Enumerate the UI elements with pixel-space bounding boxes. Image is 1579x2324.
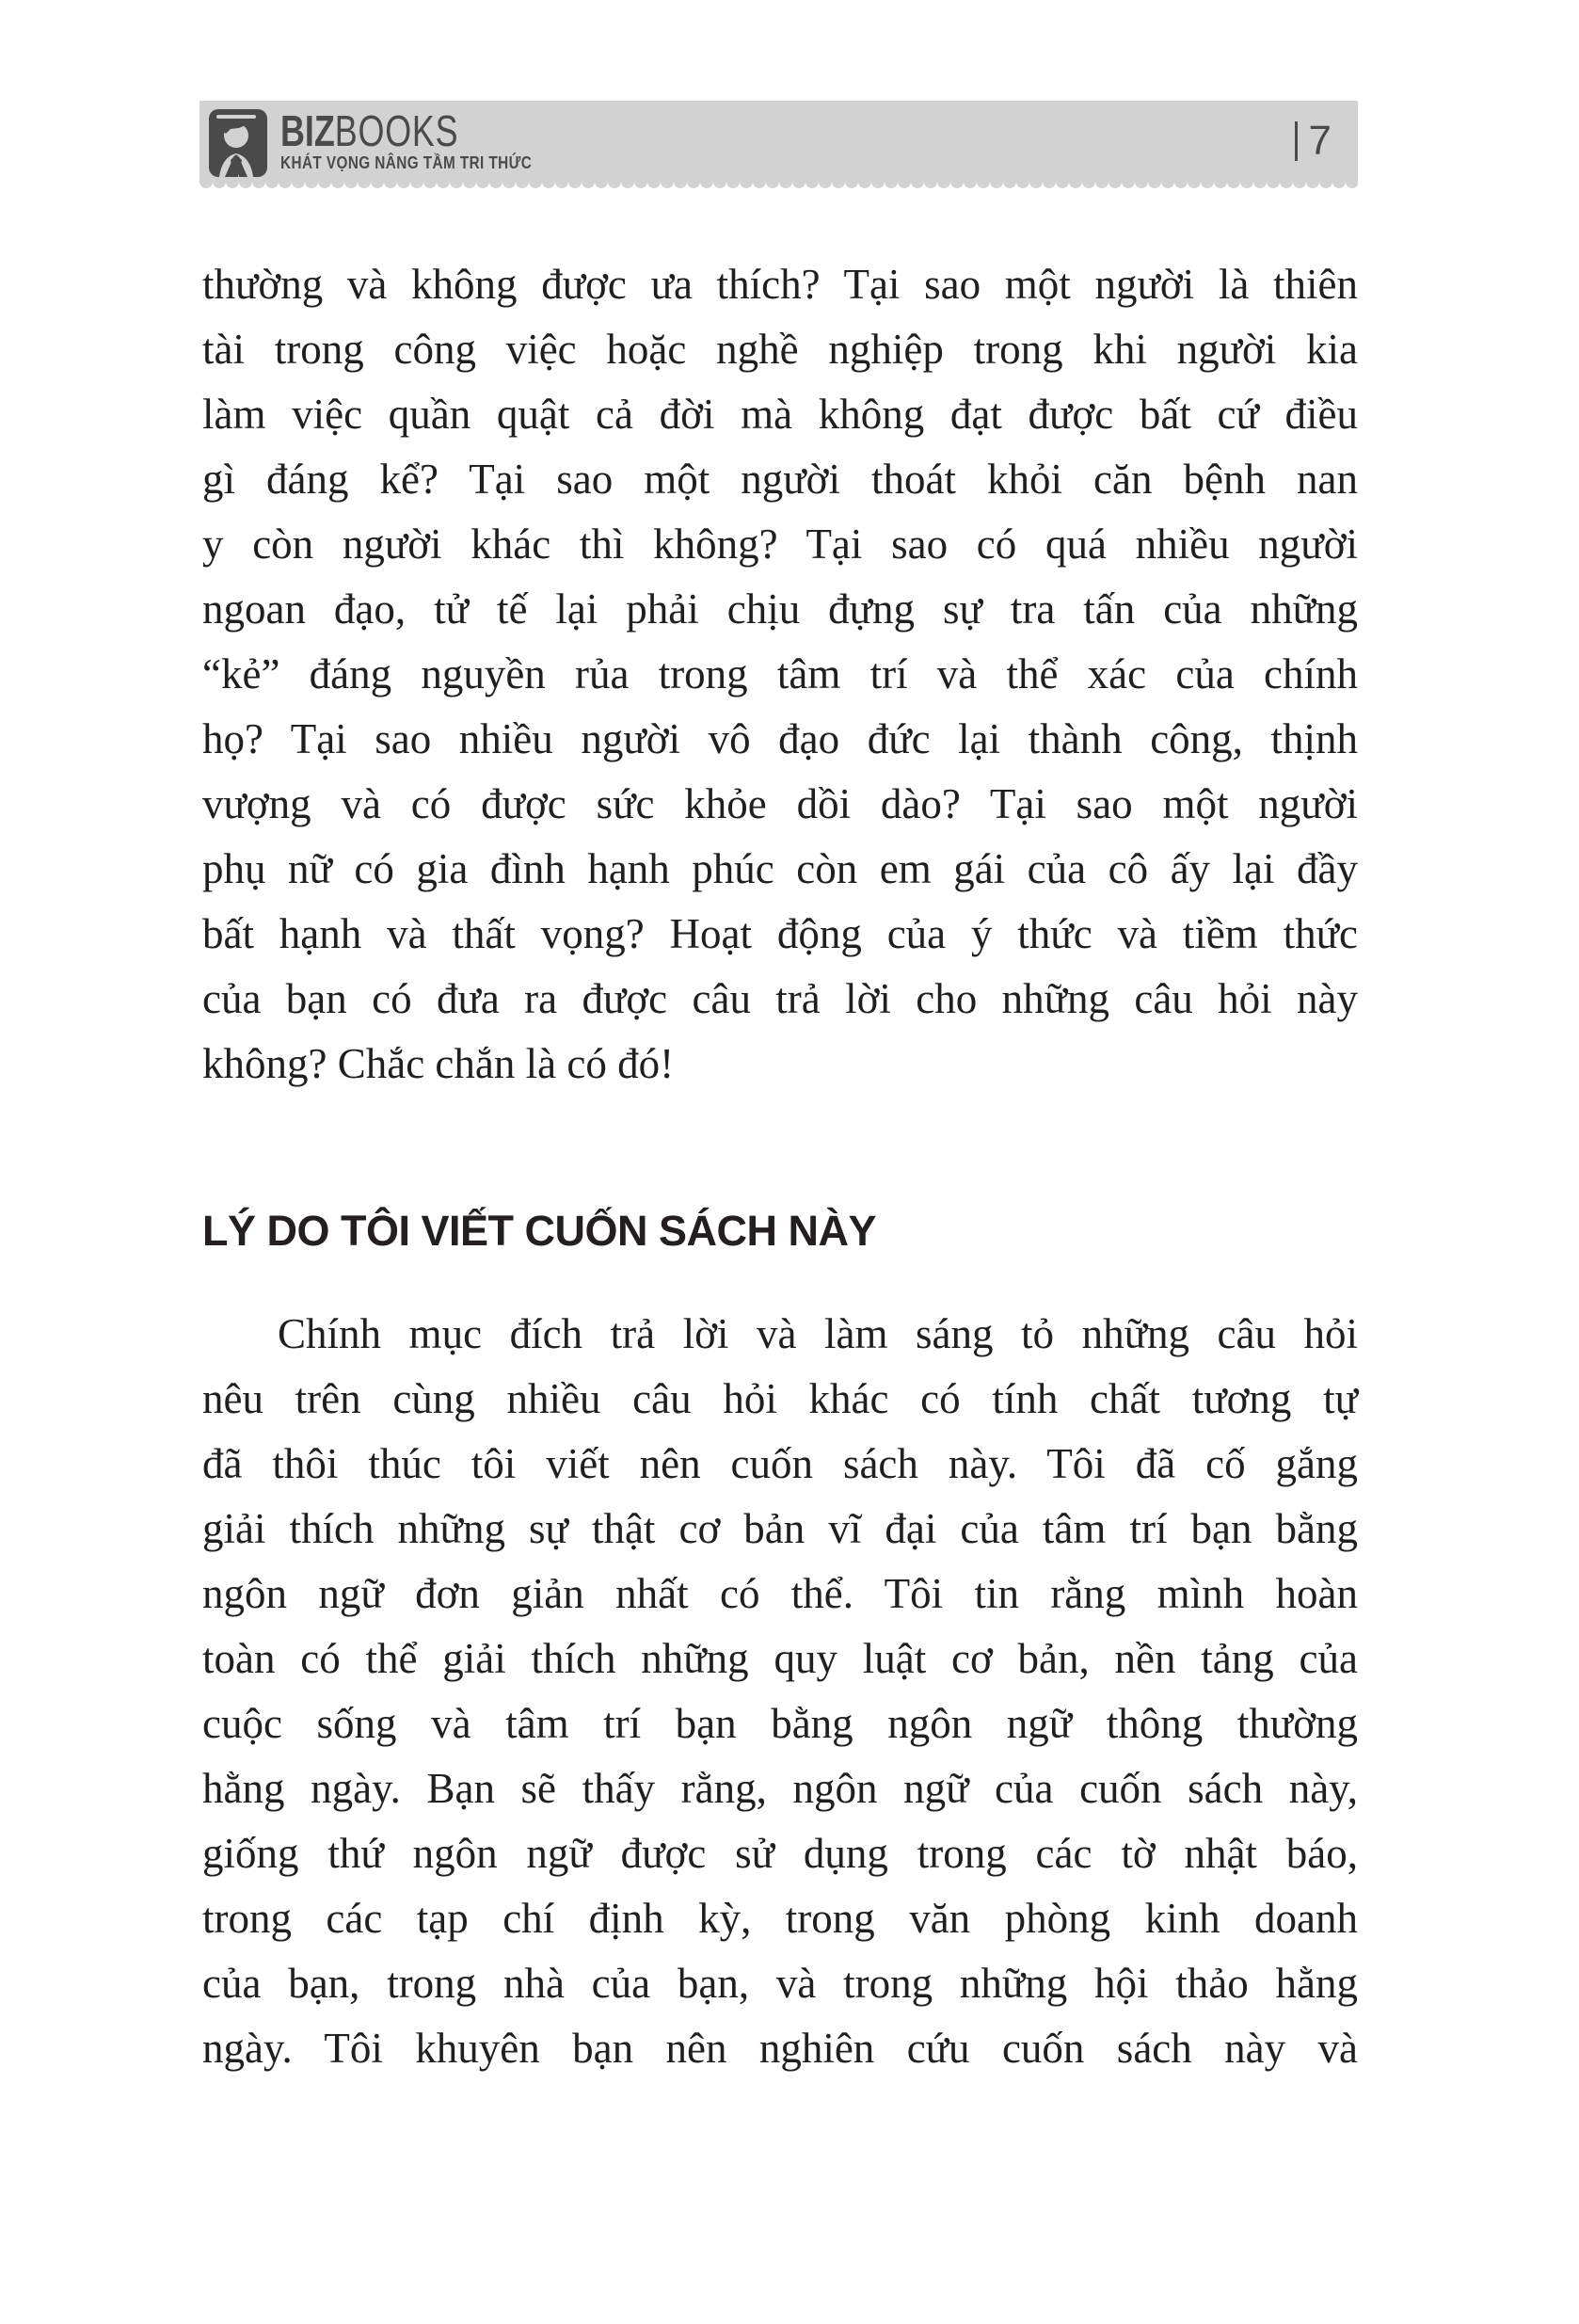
text-line: “kẻ” đáng nguyền rủa trong tâm trí và thể xác của chính: [202, 650, 1358, 697]
text-line: y còn người khác thì không? Tại sao có quá nhiều người: [202, 521, 1358, 568]
page-number: 7: [1308, 118, 1332, 164]
text-line: toàn có thể giải thích những quy luật cơ bản, nền tảng của: [202, 1635, 1358, 1682]
brand-primary-text: BIZ: [280, 105, 335, 155]
text-line: giải thích những sự thật cơ bản vĩ đại của tâm trí bạn bằng: [202, 1505, 1358, 1552]
section-heading: LÝ DO TÔI VIẾT CUỐN SÁCH NÀY: [202, 1207, 877, 1255]
brand-wordmark: [280, 105, 511, 155]
text-line: phụ nữ có gia đình hạnh phúc còn em gái của cô ấy lại đầy: [202, 845, 1358, 892]
text-line: không? Chắc chắn là có đó!: [202, 1040, 675, 1087]
page-body-text: [202, 252, 1358, 2081]
text-line: nêu trên cùng nhiều câu hỏi khác có tính chất tương tự: [202, 1375, 1358, 1422]
brand-block: [280, 105, 576, 172]
brand-secondary-text: BOOKS: [334, 105, 459, 155]
text-line: làm việc quần quật cả đời mà không đạt được bất cứ điều: [202, 391, 1358, 438]
page-header-bar: [199, 101, 1358, 182]
text-line: bất hạnh và thất vọng? Hoạt động của ý thức và tiềm thức: [202, 910, 1358, 957]
text-line: của bạn có đưa ra được câu trả lời cho những câu hỏi này: [202, 975, 1358, 1022]
text-line: thường và không được ưa thích? Tại sao một người là thiên: [202, 261, 1358, 308]
page-number-block: [1295, 120, 1332, 162]
header-content: [199, 101, 1358, 182]
page-number-divider: [1295, 121, 1298, 161]
text-line: gì đáng kể? Tại sao một người thoát khỏi căn bệnh nan: [202, 456, 1358, 503]
text-line: của bạn, trong nhà của bạn, và trong những hội thảo hằng: [202, 1960, 1358, 2007]
text-line: tài trong công việc hoặc nghề nghiệp trong khi người kia: [202, 326, 1358, 373]
text-line: ngoan đạo, tử tế lại phải chịu đựng sự tra tấn của những: [202, 585, 1358, 633]
text-line: đã thôi thúc tôi viết nên cuốn sách này. Tôi đã cố gắng: [202, 1440, 1358, 1487]
text-line: trong các tạp chí định kỳ, trong văn phòng kinh doanh: [202, 1895, 1358, 1942]
text-line: ngôn ngữ đơn giản nhất có thể. Tôi tin rằng mình hoàn: [202, 1570, 1358, 1617]
text-line: giống thứ ngôn ngữ được sử dụng trong các tờ nhật báo,: [202, 1830, 1358, 1877]
text-line: cuộc sống và tâm trí bạn bằng ngôn ngữ thông thường: [202, 1700, 1358, 1747]
text-line: hằng ngày. Bạn sẽ thấy rằng, ngôn ngữ của cuốn sách này,: [202, 1765, 1358, 1812]
text-line: ngày. Tôi khuyên bạn nên nghiên cứu cuốn sách này và: [202, 2025, 1358, 2072]
paragraph-1: [202, 252, 1358, 1097]
bizbooks-book-icon: [209, 105, 267, 177]
paragraph-2: [202, 1302, 1358, 2081]
text-line: họ? Tại sao nhiều người vô đạo đức lại thành công, thịnh: [202, 715, 1358, 762]
text-line: vượng và có được sức khỏe dồi dào? Tại sao một người: [202, 780, 1358, 827]
text-line: Chính mục đích trả lời và làm sáng tỏ những câu hỏi: [278, 1310, 1358, 1357]
brand-tagline: KHÁT VỌNG NÂNG TẦM TRI THỨC: [280, 152, 533, 172]
